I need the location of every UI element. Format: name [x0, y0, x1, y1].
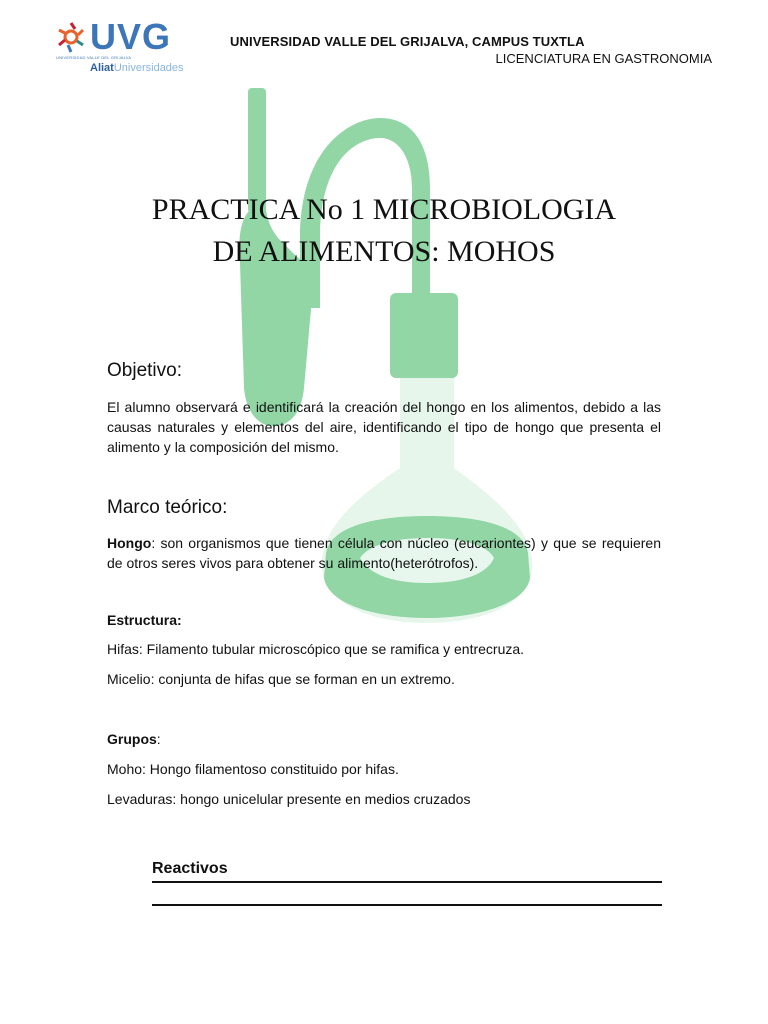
- header-university: UNIVERSIDAD VALLE DEL GRIJALVA, CAMPUS TUXTLA: [230, 34, 585, 49]
- levaduras-text: Levaduras: hongo unicelular presente en medios cruzados: [107, 791, 471, 807]
- document-title-line-1: PRACTICA No 1 MICROBIOLOGIA: [151, 193, 617, 226]
- objetivo-heading-colon: :: [176, 360, 182, 381]
- hongo-label: Hongo: [107, 535, 152, 551]
- marco-heading: [107, 497, 227, 519]
- objetivo-heading-text: Objetivo: [107, 360, 177, 381]
- uvg-logo: [52, 18, 192, 80]
- marco-heading-text: Marco teórico: [107, 497, 223, 518]
- logo-network-aliat: Aliat: [90, 62, 114, 74]
- uvg-star-emblem-icon: [54, 20, 88, 54]
- logo-wordmark: UVG: [90, 16, 172, 57]
- micelio-text: Micelio: conjunta de hifas que se forman en un extremo.: [107, 671, 455, 687]
- objetivo-heading: [107, 360, 182, 382]
- logo-subtitle: UNIVERSIDAD VALLE DEL GRIJALVA: [56, 55, 132, 60]
- hongo-definition: [107, 533, 661, 573]
- logo-network: [90, 62, 184, 74]
- hifas-text: Hifas: Filamento tubular microscópico que se ramifica y entrecruza.: [107, 641, 525, 657]
- table-rule-top: [152, 881, 662, 883]
- table-rule-bottom: [152, 904, 662, 906]
- estructura-heading: Estructura:: [107, 612, 182, 628]
- objetivo-text: El alumno observará e identificará la creación del hongo en los alimentos, debido a las causas naturales y elementos del aire, identificando el tipo de hongo que presenta el alimento y la composición del mismo.: [107, 399, 661, 455]
- marco-heading-colon: :: [222, 497, 228, 518]
- hongo-text: : son organismos que tienen célula con núcleo (eucariontes) y que se requieren de otros seres vivos para obtener su alimento(heterótrofos).: [107, 535, 661, 571]
- grupos-heading: [107, 731, 161, 747]
- moho-text: Moho: Hongo filamentoso constituido por hifas.: [107, 761, 399, 777]
- logo-network-universidades: Universidades: [113, 62, 184, 74]
- reactivos-heading: Reactivos: [152, 860, 228, 877]
- grupos-heading-text: Grupos: [107, 731, 157, 747]
- document-title-line-2: DE ALIMENTOS: MOHOS: [212, 235, 556, 268]
- header-career: LICENCIATURA EN GASTRONOMIA: [495, 51, 712, 66]
- grupos-heading-colon: :: [156, 731, 161, 747]
